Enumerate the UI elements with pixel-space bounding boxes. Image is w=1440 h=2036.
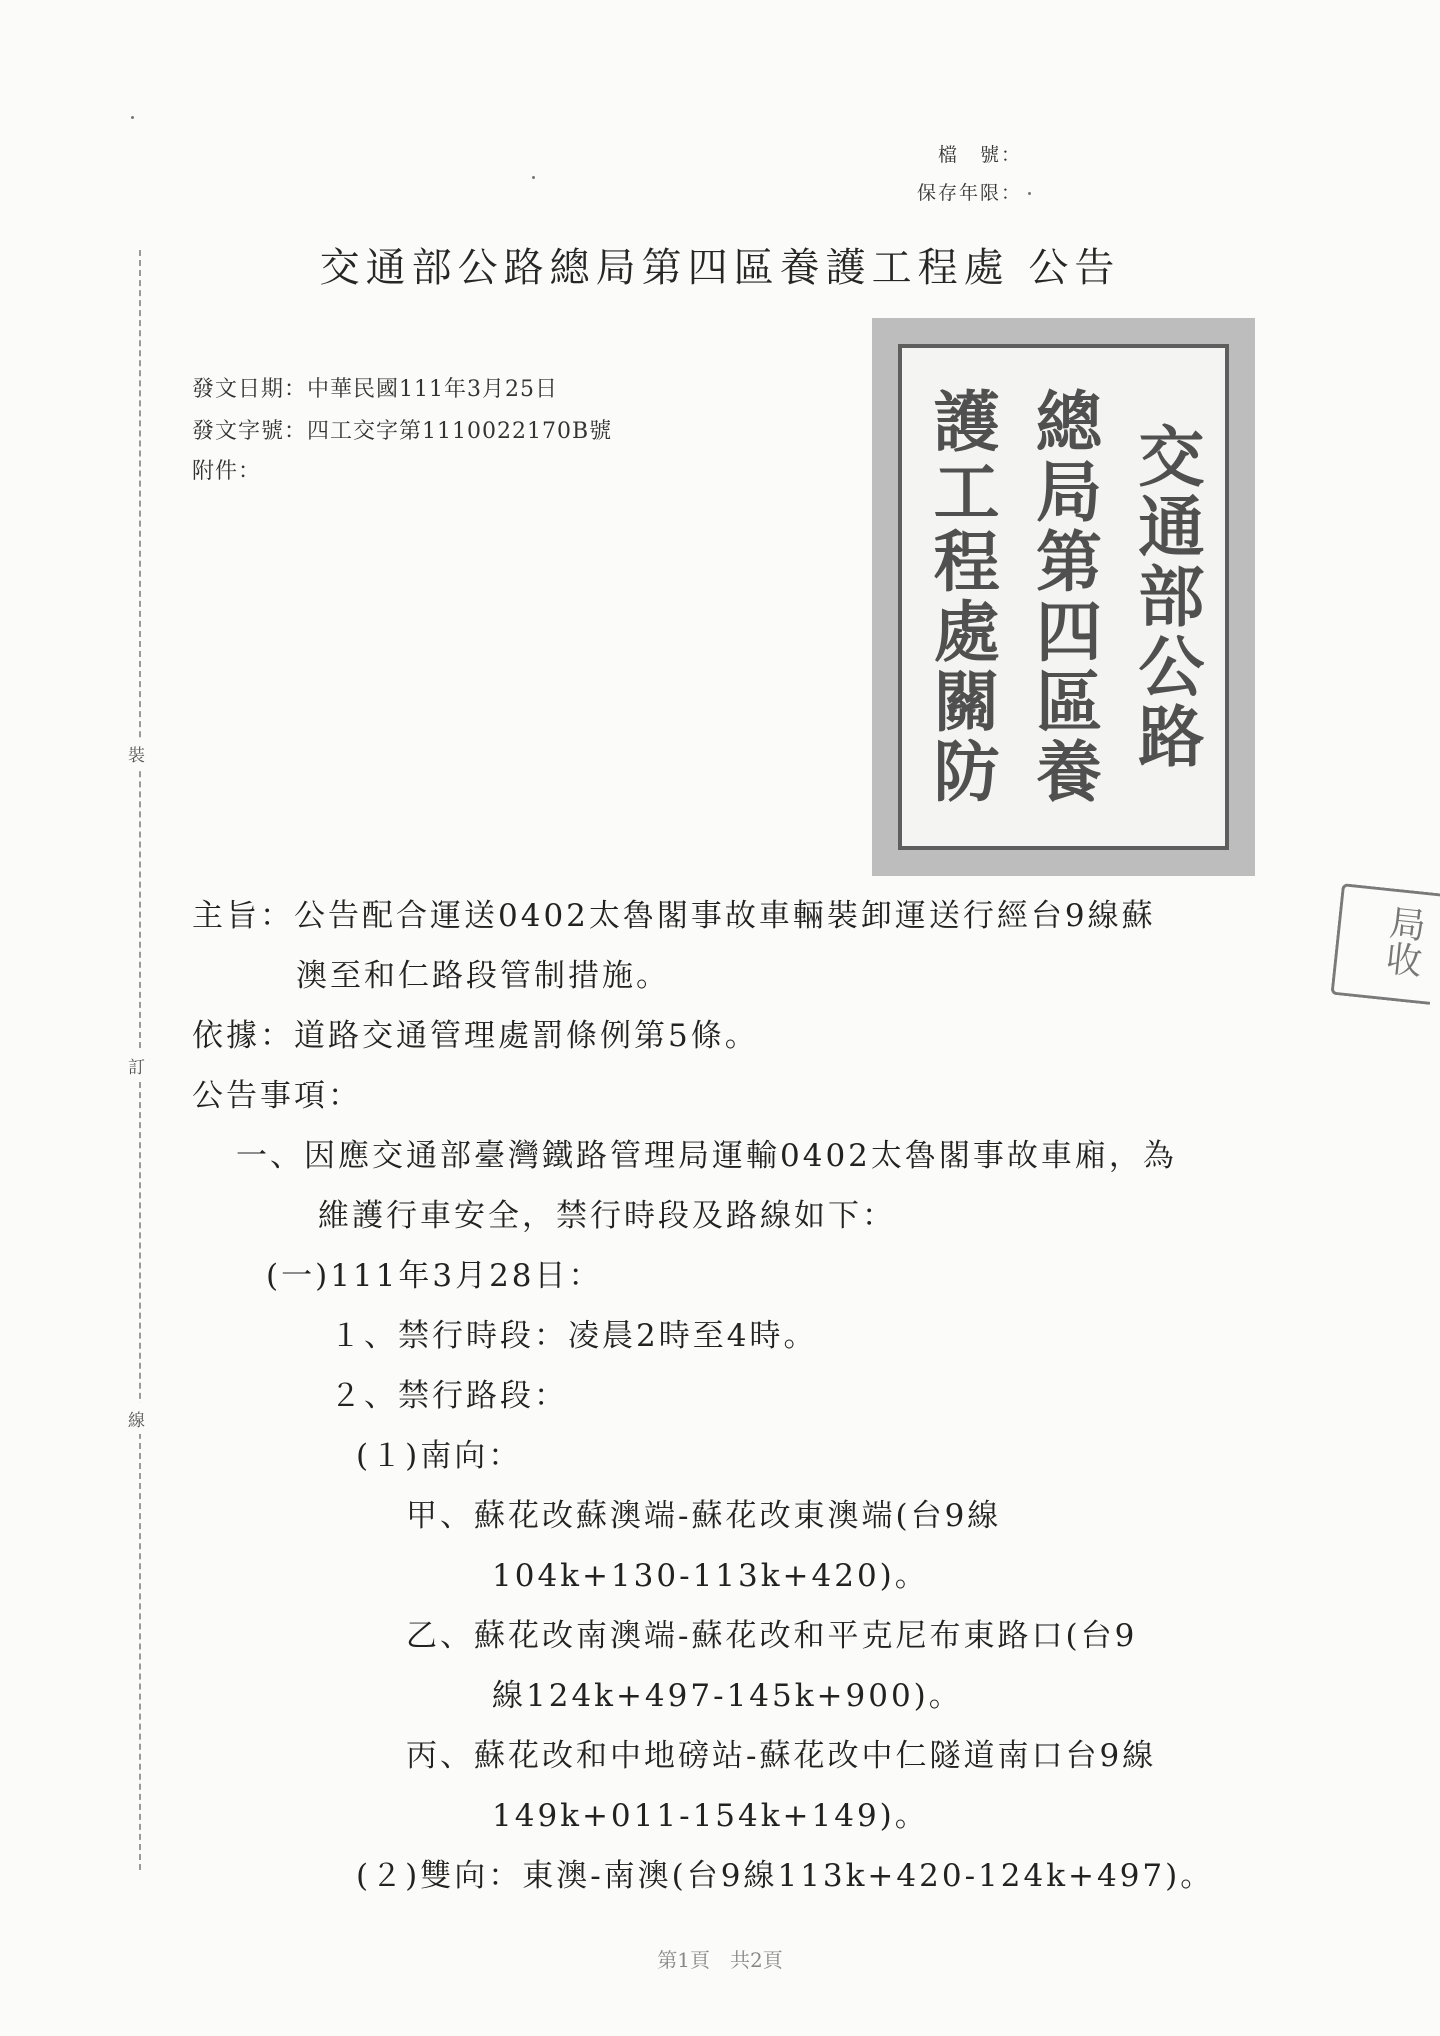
southbound-heading: (１)南向： [356,1438,523,1474]
scan-speck [1028,192,1031,195]
attachment-label: 附件： [192,459,262,484]
page-number: 第1頁 共2頁 [657,1948,783,1972]
retention-period-label: 保存年限： [916,182,1022,204]
seal-column-3: 護工程處關防 [922,387,1001,807]
scan-speck [131,116,134,119]
items-heading: 公告事項： [192,1078,362,1114]
basis-line: 依據：道路交通管理處罰條例第5條。 [192,1018,759,1054]
official-seal-frame [898,344,1229,850]
item-1-line-1: 一、因應交通部臺灣鐵路管理局運輸0402太魯閣事故車廂，為 [236,1138,1177,1174]
sub-item-1-1: １、禁行時段：凌晨2時至4時。 [330,1318,818,1354]
bidirectional-line: (２)雙向：東澳-南澳(台9線113k+420-124k+497)。 [356,1858,1215,1894]
reference-number: 發文字號：四工交字第1110022170B號 [192,419,613,444]
subject-line-1: 主旨：公告配合運送0402太魯閣事故車輛裝卸運送行經台9線蘇 [192,898,1156,934]
route-yi-line-1: 乙、蘇花改南澳端-蘇花改和平克尼布東路口(台9 [406,1618,1138,1654]
received-stamp: 局收 [1330,883,1440,1005]
seal-column-2: 總局第四區養 [1024,387,1103,807]
binding-mark-zhuang: 裝 [128,738,145,769]
route-bing-line-1: 丙、蘇花改和中地磅站-蘇花改中仁隧道南口台9線 [406,1738,1157,1774]
scan-speck [532,176,535,179]
sub-item-1: (一)111年3月28日： [266,1258,603,1294]
binding-mark-xian: 線 [128,1403,145,1434]
route-jia-line-1: 甲、蘇花改蘇澳端-蘇花改東澳端(台9線 [406,1498,1002,1534]
seal-column-1: 交通部公路 [1126,422,1205,772]
issue-date: 發文日期：中華民國111年3月25日 [192,377,558,402]
item-1-line-2: 維護行車安全，禁行時段及路線如下： [318,1198,896,1234]
sub-item-1-2: ２、禁行路段： [330,1378,568,1414]
binding-mark-ding: 訂 [128,1050,145,1081]
route-jia-line-2: 104k+130-113k+420)。 [492,1558,929,1594]
route-bing-line-2: 149k+011-154k+149)。 [492,1798,929,1834]
file-number-label: 檔 號： [937,144,1022,166]
official-seal [872,318,1255,876]
subject-line-2: 澳至和仁路段管制措施。 [296,958,670,994]
document-title: 交通部公路總局第四區養護工程處 公告 [319,245,1121,291]
route-yi-line-2: 線124k+497-145k+900)。 [492,1678,963,1714]
